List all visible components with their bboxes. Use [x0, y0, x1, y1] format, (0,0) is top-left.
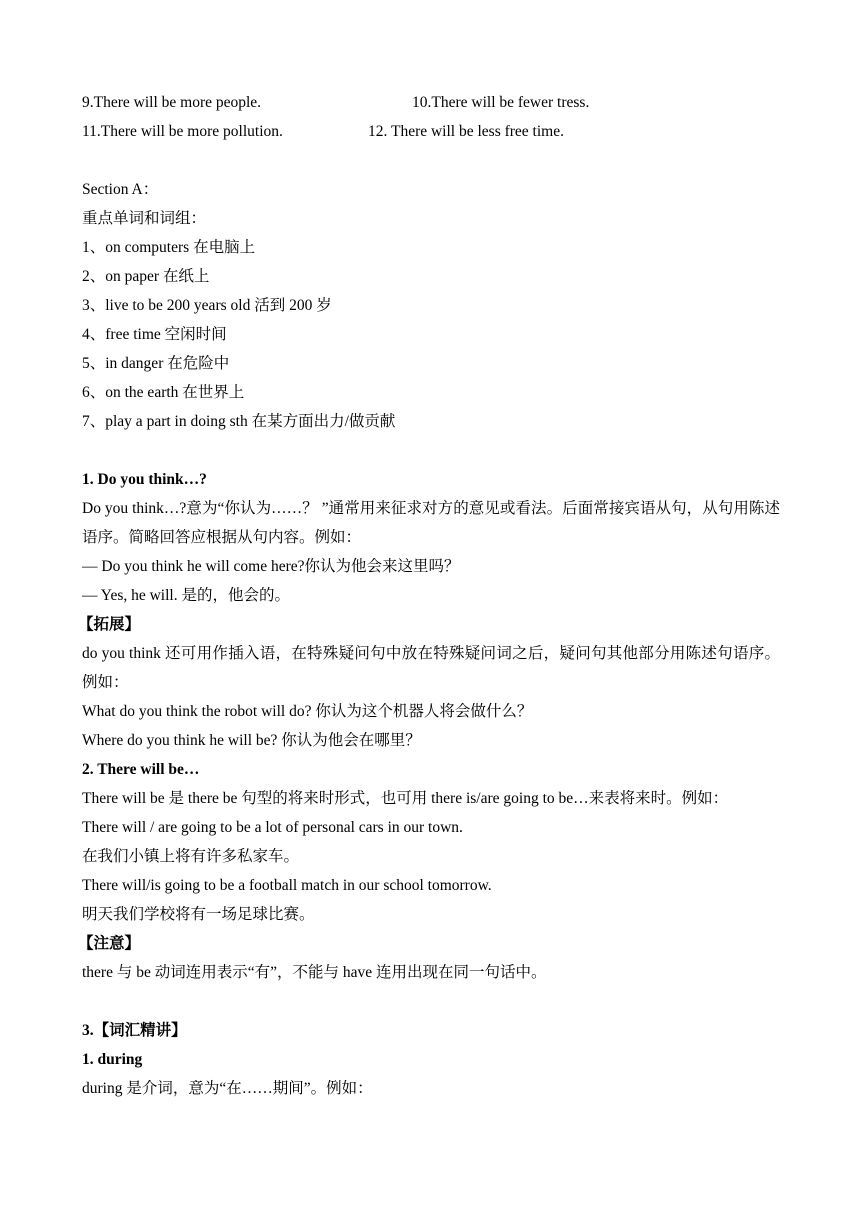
expand-paragraph: do you think 还可用作插入语，在特殊疑问句中放在特殊疑问词之后，疑问句其他部分用陈述句语序。例如： [82, 645, 780, 691]
point2-heading: 2. There will be… [82, 761, 200, 778]
vocab-item: 3、live to be 200 years old 活到 200 岁 [82, 297, 332, 314]
sentence-row-2 [82, 117, 780, 146]
point3-heading: 3.【词汇精讲】 [82, 1022, 187, 1039]
point2-example-1: There will / are going to be a lot of personal cars in our town. [82, 819, 463, 836]
note-label: 【注意】 [78, 935, 141, 952]
sentence-12: 12. There will be less free time. [368, 123, 564, 140]
vocab-item: 6、on the earth 在世界上 [82, 384, 245, 401]
sentence-11: 11.There will be more pollution. [82, 123, 283, 140]
vocab-item: 2、on paper 在纸上 [82, 268, 210, 285]
point3-paragraph: during 是介词，意为“在……期间”。例如： [82, 1080, 373, 1097]
vocab-heading: 重点单词和词组： [82, 210, 207, 227]
document-body [78, 88, 780, 1103]
note-text: there 与 be 动词连用表示“有”，不能与 have 连用出现在同一句话中。 [82, 964, 547, 981]
section-title: Section A： [82, 181, 159, 198]
vocab-item: 7、play a part in doing sth 在某方面出力/做贡献 [82, 413, 396, 430]
sentence-10: 10.There will be fewer tress. [412, 94, 590, 111]
vocab-item: 1、on computers 在电脑上 [82, 239, 256, 256]
point1-heading: 1. Do you think…? [82, 471, 207, 488]
point1-example-2: — Yes, he will. 是的，他会的。 [82, 587, 290, 604]
sentence-row-1 [82, 88, 780, 117]
expand-label: 【拓展】 [78, 616, 141, 633]
sentence-9: 9.There will be more people. [82, 94, 262, 111]
point2-paragraph: There will be 是 there be 句型的将来时形式，也可用 there is/are going to be…来表将来时。例如： [82, 790, 729, 807]
point1-paragraph: Do you think…?意为“你认为……？ ”通常用来征求对方的意见或看法。后面常接宾语从句，从句用陈述语序。简略回答应根据从句内容。例如： [82, 500, 780, 546]
point2-example-1-translation: 在我们小镇上将有许多私家车。 [82, 848, 300, 865]
point2-example-2: There will/is going to be a football match in our school tomorrow. [82, 877, 492, 894]
vocab-item: 4、free time 空闲时间 [82, 326, 227, 343]
point1-example-1: — Do you think he will come here?你认为他会来这里吗？ [82, 558, 460, 575]
point1-example-3: What do you think the robot will do? 你认为这个机器人将会做什么？ [82, 703, 533, 720]
vocab-item: 5、in danger 在危险中 [82, 355, 230, 372]
point3-sub-heading: 1. during [82, 1051, 143, 1068]
point2-example-2-translation: 明天我们学校将有一场足球比赛。 [82, 906, 315, 923]
point1-example-4: Where do you think he will be? 你认为他会在哪里？ [82, 732, 421, 749]
